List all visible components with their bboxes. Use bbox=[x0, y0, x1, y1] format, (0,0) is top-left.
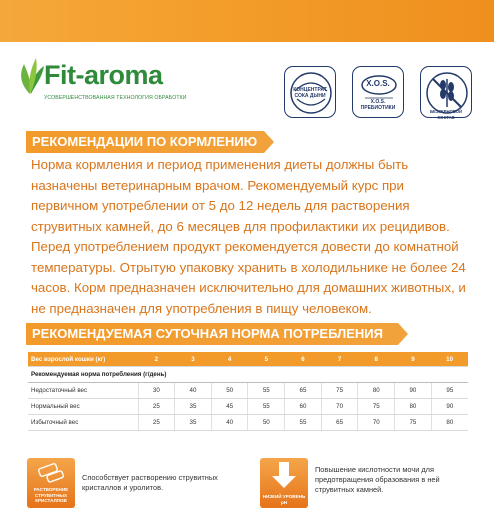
table-cell: 70 bbox=[321, 399, 358, 415]
low-ph-caption: НИЗКИЙ УРОВЕНЬ pH bbox=[262, 494, 306, 505]
brand-tagline: УСОВЕРШЕНСТВОВАННАЯ ТЕХНОЛОГИЯ ОБРАБОТКИ bbox=[44, 95, 187, 101]
table-cell: 95 bbox=[431, 383, 468, 399]
weight-col: 10 bbox=[431, 352, 468, 367]
table-subheader-row bbox=[28, 367, 468, 383]
table-cell: 35 bbox=[175, 399, 212, 415]
xos-sub: X.O.S. bbox=[370, 99, 386, 105]
low-ph-icon bbox=[260, 460, 308, 492]
feeding-table bbox=[28, 352, 468, 431]
table-cell: 40 bbox=[211, 415, 248, 431]
low-ph-text: Повышение кислотности мочи для предотвращения образования в ней струвитных камней. bbox=[315, 465, 440, 494]
table-cell: 65 bbox=[285, 383, 322, 399]
grain-free-label: БЕЗЗЕРНОВОЙ СОСТАВ bbox=[429, 109, 463, 120]
table-header-row bbox=[28, 352, 468, 367]
daily-norm-heading: РЕКОМЕНДУЕМАЯ СУТОЧНАЯ НОРМА ПОТРЕБЛЕНИЯ bbox=[26, 323, 398, 345]
weight-header: Вес взрослой кошки (кг) bbox=[28, 352, 138, 367]
table-cell: 30 bbox=[138, 383, 175, 399]
weight-col: 4 bbox=[211, 352, 248, 367]
brand-name: Fit-aroma bbox=[44, 60, 163, 90]
table-cell: 90 bbox=[431, 399, 468, 415]
table-cell: 80 bbox=[395, 399, 432, 415]
weight-col: 5 bbox=[248, 352, 285, 367]
table-cell: 50 bbox=[211, 383, 248, 399]
table-cell: 55 bbox=[248, 399, 285, 415]
table-cell: 80 bbox=[431, 415, 468, 431]
table-cell: 55 bbox=[248, 383, 285, 399]
table-cell: 60 bbox=[285, 399, 322, 415]
table-cell: 75 bbox=[321, 383, 358, 399]
table-cell: 35 bbox=[175, 415, 212, 431]
brand-logo bbox=[18, 60, 188, 106]
table-cell: 70 bbox=[358, 415, 395, 431]
xos-prebiotics-label: ПРЕБИОТИКИ bbox=[360, 105, 396, 111]
feeding-heading: РЕКОМЕНДАЦИИ ПО КОРМЛЕНИЮ bbox=[26, 131, 264, 153]
xos-prebiotics-icon bbox=[353, 67, 405, 119]
table-cell: 90 bbox=[395, 383, 432, 399]
table-row bbox=[28, 383, 468, 399]
weight-col: 8 bbox=[358, 352, 395, 367]
table-cell: 75 bbox=[358, 399, 395, 415]
melon-juice-label: КОНЦЕНТРАТ СОКА ДЫНИ bbox=[293, 87, 327, 99]
table-cell: 75 bbox=[395, 415, 432, 431]
dissolve-crystals-caption: РАСТВОРЕНИЕ СТРУВИТНЫХ КРИСТАЛЛОВ bbox=[33, 487, 69, 503]
table-cell: 55 bbox=[285, 415, 322, 431]
table-cell: 25 bbox=[138, 399, 175, 415]
table-cell: 45 bbox=[211, 399, 248, 415]
table-cell: 50 bbox=[248, 415, 285, 431]
leaf-icon bbox=[16, 56, 46, 96]
table-row bbox=[28, 415, 468, 431]
table-row bbox=[28, 399, 468, 415]
low-ph-badge bbox=[260, 458, 308, 508]
table-cell: 80 bbox=[358, 383, 395, 399]
weight-col: 6 bbox=[285, 352, 322, 367]
weight-col: 9 bbox=[395, 352, 432, 367]
row-label: Нормальный вес bbox=[28, 399, 138, 415]
xos-title: X.O.S. bbox=[366, 79, 390, 88]
row-label: Избыточный вес bbox=[28, 415, 138, 431]
dissolve-crystals-icon bbox=[27, 460, 75, 490]
dissolve-crystals-badge bbox=[27, 458, 75, 508]
norm-subheader: Рекомендуемая норма потребления (г/день) bbox=[28, 367, 468, 383]
table-cell: 40 bbox=[175, 383, 212, 399]
weight-col: 3 bbox=[175, 352, 212, 367]
melon-juice-badge bbox=[284, 66, 336, 118]
top-banner bbox=[0, 0, 494, 42]
grain-free-badge bbox=[420, 66, 472, 118]
table-cell: 65 bbox=[321, 415, 358, 431]
feeding-text: Норма кормления и период применения диеты должны быть назначены ветеринарным врачом. Рекомендуемый курс при первичном употреблении от 5 до 12 недель для растворения струвитных камней, до 6 месяцев для профилактики их рецидивов. Перед употреблением продукт рекомендуется довести до комнатной температуры. Отрытую упаковку хранить в холодильнике не более 24 часов. Корм предназначен исключительно для домашних животных, и не предназначен для употребления в пищу человеком. bbox=[31, 157, 466, 316]
weight-col: 7 bbox=[321, 352, 358, 367]
weight-col: 2 bbox=[138, 352, 175, 367]
dissolve-crystals-text: Способствует растворению струвитных кристаллов и уролитов. bbox=[82, 473, 218, 492]
table-cell: 25 bbox=[138, 415, 175, 431]
row-label: Недостаточный вес bbox=[28, 383, 138, 399]
xos-badge bbox=[352, 66, 404, 118]
